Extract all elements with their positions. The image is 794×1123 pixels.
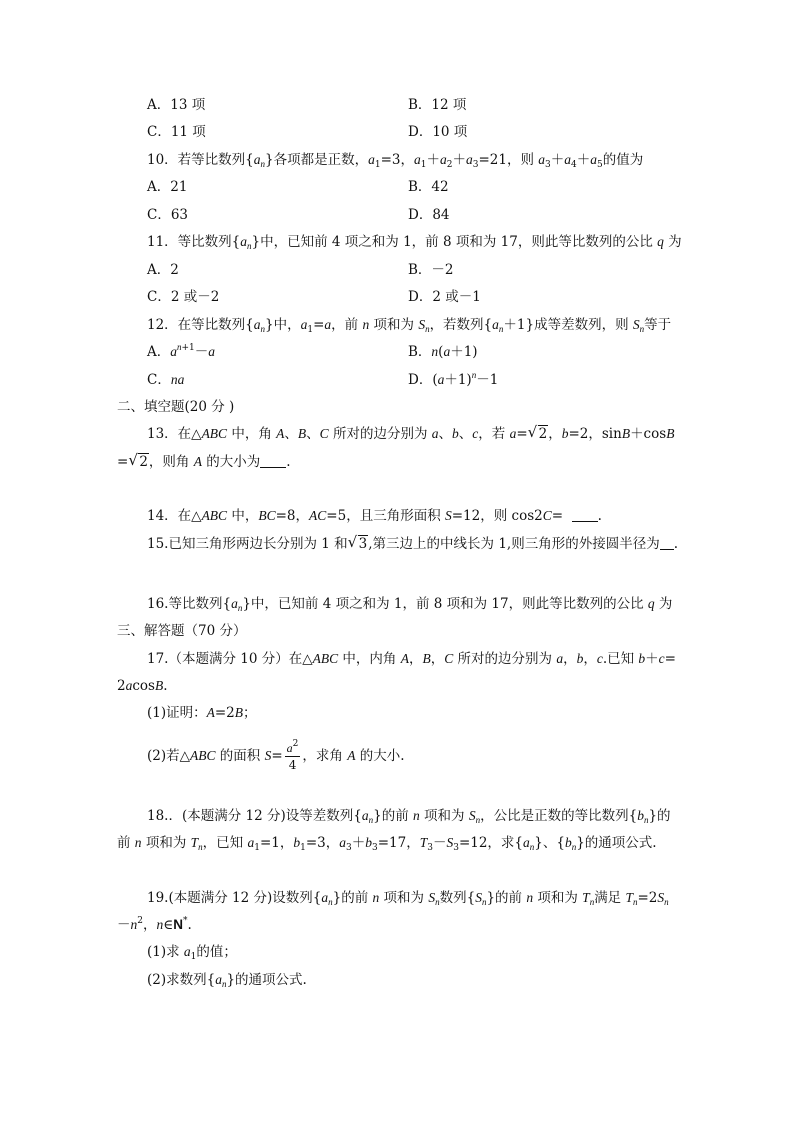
q9-option-d: D．10 项 [408,124,468,140]
q12-option-a: A．$a^{n+1}-a$ [147,342,216,360]
q14-answer-blank[interactable] [572,509,598,522]
q12-option-d: D．$(a+1)^n-1$ [408,370,499,388]
q17-text: 17.（本题满分 10 分）在△ABC 中，内角 A，B，C 所对的边分别为 a，b，c.已知 b＋c= [147,651,676,667]
q15-answer-blank[interactable] [660,537,674,550]
q11-option-c: C．2 或－2 [147,289,220,305]
q9-option-b: B．12 项 [408,97,467,113]
q13-text-cont: =√ 2，则角 A 的大小为 . [117,453,291,471]
q10-option-b: B．42 [408,179,449,195]
q19-text: 19.(本题满分 12 分)设数列$\{a_n\}$的前 n 项和为 $S_n$数列$\{S_n\}$的前 n 项和为 $T_n$满足 $T_n=2S_n$ [147,890,669,907]
q11-text: 11．等比数列$\{a_n\}$中，已知前 4 项之和为 1，前 8 项和为 17，则此等比数列的公比 q 为 [147,234,682,251]
q14-text: 14．在△ABC 中，BC=8，AC=5，且三角形面积 S=12，则 cos2C= . [147,508,602,524]
q11-option-d: D．2 或－1 [408,289,481,305]
q19-part2: (2)求数列$\{a_n\}$的通项公式. [147,972,307,989]
q19-text-cont: $-n^2$，n∈N*. [117,916,192,933]
q12-text: 12．在等比数列$\{a_n\}$中，$a_1=a$，前 n 项和为 $S_n$，若数列$\{a_n+1\}$成等差数列，则 $S_n$等于 [147,317,672,335]
q11-option-a: A．2 [147,262,179,278]
q9-option-c: C．11 项 [147,124,206,140]
q11-option-b: B．－2 [408,262,454,278]
q10-option-a: A．21 [147,179,188,195]
q18-text-cont: 前 n 项和为 $T_n$，已知 $a_1=1$，$b_1=3$，$a_3+b_3=17$，$T_3-S_3=12$，求$\{a_n\}$、$\{b_n\}$的通项公式. [117,835,657,853]
q17-part2: (2)若△ABC 的面积 S= $\frac{a^2}{4}$ ，求角 A 的大小. [147,739,405,772]
q18-text: 18.．(本题满分 12 分)设等差数列$\{a_n\}$的前 n 项和为 $S_n$，公比是正数的等比数列$\{b_n\}$的 [147,808,671,825]
q19-part1: (1)求 $a_1$的值； [147,944,237,962]
q13-answer-blank[interactable] [260,455,286,468]
q16-text: 16.等比数列$\{a_n\}$中，已知前 4 项之和为 1，前 8 项和为 17，则此等比数列的公比 q 为 [147,596,673,613]
q15-text: 15.已知三角形两边长分别为 1 和√ 3,第三边上的中线长为 1,则三角形的外接圆半径为 . [147,535,678,553]
q10-option-d: D．84 [408,207,450,223]
q17-text-cont: 2acosB. [117,678,168,694]
section-answer-heading: 三、解答题（70 分） [117,623,247,639]
q13-text: 13．在△ABC 中，角 A、B、C 所对的边分别为 a、b、c，若 a=√ 2，b=2，sinB＋cosB [147,425,674,443]
q12-option-b: B．n(a＋1) [408,344,478,360]
area-fraction: $\frac{a^2}{4}$ [286,739,299,772]
q12-option-c: C．na [147,372,185,388]
section-fill-in-heading: 二、填空题(20 分 ) [117,399,235,415]
q10-text: 10．若等比数列$\{a_n\}$各项都是正数，$a_1=3$，$a_1+a_2+a_3=21$，则 $a_3+a_4+a_5$的值为 [147,152,644,170]
q10-option-c: C．63 [147,207,189,223]
q17-part1: (1)证明：A=2B； [147,705,257,721]
q9-option-a: A．13 项 [147,97,206,113]
